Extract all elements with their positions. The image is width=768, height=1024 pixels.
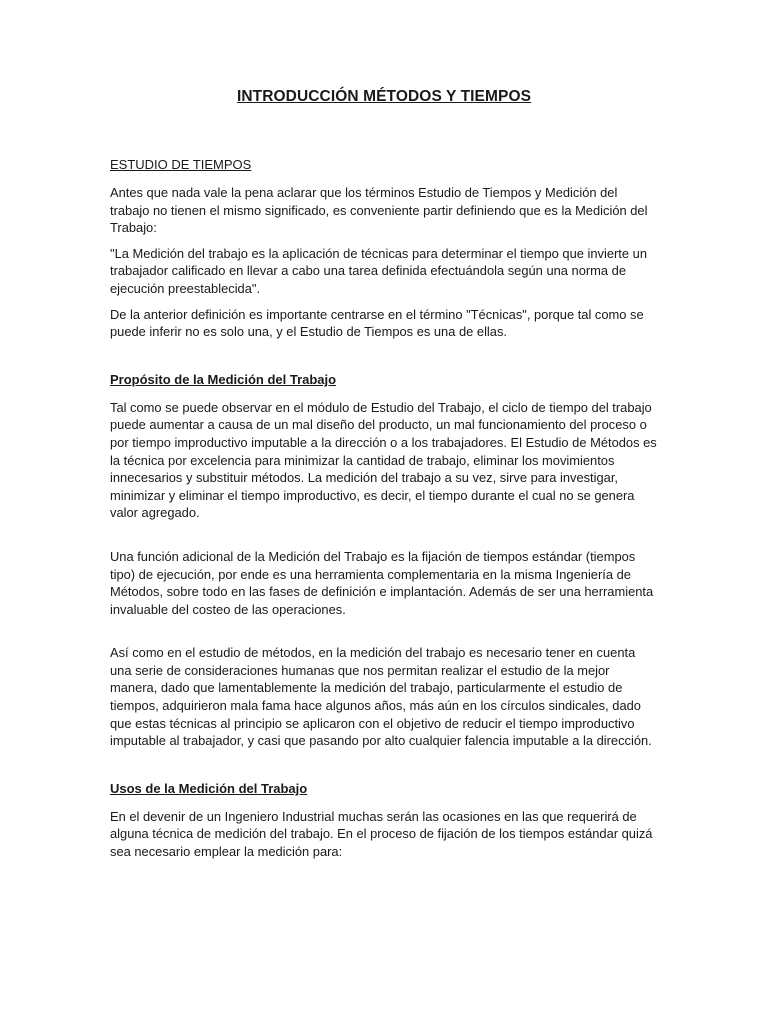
paragraph: Tal como se puede observar en el módulo de Estudio del Trabajo, el ciclo de tiempo del trabajo puede aumentar a causa de un mal diseño del producto, un mal funcionamiento del proceso o por tiempo improductivo imputable a la dirección o a los trabajadores. El Estudio de Métodos es la técnica por excelencia para minimizar la cantidad de trabajo, eliminar los movimientos innecesarios y substituir métodos. La medición del trabajo a su vez, sirve para investigar, minimizar y eliminar el tiempo improductivo, es decir, el tiempo durante el cual no se genera valor agregado. — [110, 399, 657, 521]
section-heading-usos: Usos de la Medición del Trabajo — [110, 780, 308, 796]
section-heading-proposito: Propósito de la Medición del Trabajo — [110, 371, 337, 387]
paragraph: De la anterior definición es importante centrarse en el término "Técnicas", porque tal como se puede inferir no es solo una, y el Estudio de Tiempos es una de ellas. — [110, 306, 644, 340]
document-title: INTRODUCCIÓN MÉTODOS Y TIEMPOS — [236, 88, 532, 105]
paragraph: "La Medición del trabajo es la aplicación de técnicas para determinar el tiempo que invierte un trabajador calificado en llevar a cabo una tarea definida efectuándola según una norma de ejecución preestablecida". — [110, 245, 647, 296]
spacer — [110, 758, 658, 780]
paragraph: En el devenir de un Ingeniero Industrial muchas serán las ocasiones en las que requerirá de alguna técnica de medición del trabajo. En el proceso de fijación de los tiempos estándar quizá sea necesario emplear la medición para: — [110, 808, 653, 860]
paragraph: Antes que nada vale la pena aclarar que los términos Estudio de Tiempos y Medición del trabajo no tienen el mismo significado, es conveniente partir definiendo que es la Medición del Trabajo: — [110, 185, 648, 236]
spacer — [110, 349, 658, 371]
paragraph: Una función adicional de la Medición del Trabajo es la fijación de tiempos estándar (tiempos tipo) de ejecución, por ende es una herramienta complementaria en la misma Ingeniería de Métodos, sobre todo en las fases de definición e implantación. Además de ser una herramienta invaluable del costeo de las operaciones. — [110, 548, 654, 617]
spacer — [110, 626, 658, 644]
section-heading-estudio-de-tiempos: ESTUDIO DE TIEMPOS — [110, 157, 252, 172]
paragraph: Así como en el estudio de métodos, en la medición del trabajo es necesario tener en cuenta una serie de consideraciones humanas que nos permitan realizar el estudio de la mejor manera, dado que lamentablemente la medición del trabajo, particularmente el estudio de tiempos, adquirieron mala fama hace algunos años, más aún en los círculos sindicales, dado que estas técnicas al principio se aplicaron con el objetivo de reducir el tiempo improductivo imputable al trabajador, y casi que pasando por alto cualquier falencia imputable a la dirección. — [110, 645, 652, 749]
spacer — [110, 530, 658, 548]
